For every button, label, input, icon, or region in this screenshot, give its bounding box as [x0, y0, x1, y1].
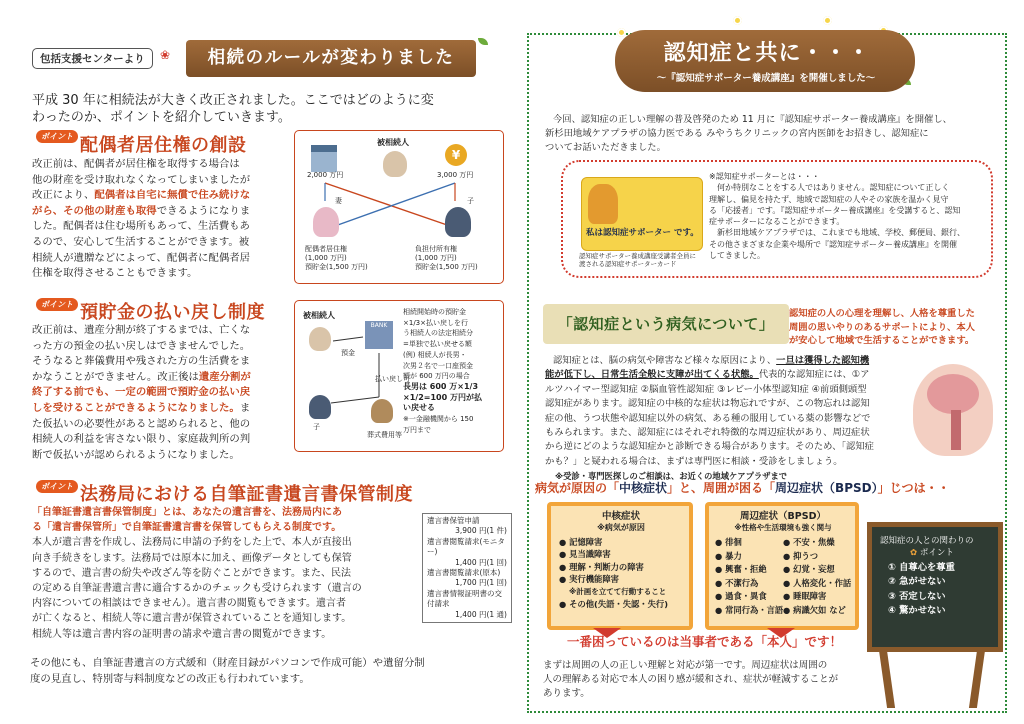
s3-body: 「自筆証書遺言書保管制度」とは、あなたの遺言書を、法務局内にあ る「遺言書保管所」で自筆証書遺言書を保管してもらえる制度です。 本人が遺言書を作成し、法務局に申請の予約をした上で、本人が直接出 向き手続きをします。法務局では原本に加え、画像データとしても保管 するので、遺言書の紛失や改ざん等を防ぐことができます。また、民法 の定める自筆証書遺言書に適合するかのチェックも受けられます（遺言の 内容についての相談はできません）。遺言書の閲覧もできます。遺言者 が亡くなると、相続人等に遺言書が保管されていることを通知します。 相続人等は遺言書内容の証明書の請求や遺言書の閲覧ができます。 [32, 507, 362, 640]
card-title: 私は認知症サポーター です。 [586, 228, 699, 238]
left-title: 相続のルールが変わりました [186, 40, 476, 77]
fee-item: 遺言書情報証明書の交付請求 1,400 円(1 通) [427, 588, 507, 619]
left-intro: 平成 30 年に相続法が大きく改正されました。ここではどのように変 わったのか、ポイントを紹介していきます。 [32, 93, 434, 125]
green-note: 認知症の人の心理を理解し、人格を尊重した 周囲の思いやりのあるサポートにより、本人 が安心して地域で生活することができます。 [789, 308, 975, 346]
easel-legs [969, 650, 985, 708]
right-subtitle: ～『認知症サポーター養成講座』を開催しました～ [656, 73, 876, 84]
priest-icon [371, 399, 393, 423]
bpsd-col2: ● 不安・焦燥 ● 抑うつ ● 幻覚・妄想 ● 人格変化・作話 ● 睡眠障害 ● 病識欠如 など [783, 537, 852, 615]
point-badge: ポイント [36, 480, 78, 493]
chalk-list: ① 自尊心を尊重 ② 急がせない ③ 否定しない ④ 驚かせない [888, 562, 955, 617]
s1-diagram [294, 130, 504, 284]
funeral-label: 葬式費用等 [367, 431, 402, 439]
money-value: 3,000 万円 [437, 171, 474, 179]
disease-title: 「認知症という病気について」 [543, 304, 789, 344]
s2-body: 改正前は、遺産分割が終了するまでは、亡くな った方の預金の払い戻しはできませんでした。 そうなると葬儀費用や残された方の生活費をま かなうことができません。改正後は遺産分割が 終了する前でも、一定の範囲で預貯金の払い戻 しを受けることができるようになりました。ま た仮払いの必要性があると認められると、他の 相続人の利益を害さない限り、家庭裁判所の判 断で仮払いが認められるようになりました。 [32, 324, 251, 461]
wife-label: 妻 [335, 197, 342, 205]
s2-diagram [294, 300, 504, 452]
right-title: 認知症と共に・・・ [663, 41, 871, 66]
right-page [527, 0, 1007, 724]
flower-icon [733, 16, 742, 25]
center-tag: 包括支援センターより [32, 48, 153, 69]
leaf-icon [478, 38, 488, 45]
bpsd-title: 周辺症状（BPSD） [740, 511, 826, 522]
fee-item: 遺言書保管申請 3,900 円(1 件) [427, 516, 507, 536]
left-closing: その他にも、自筆証書遺言の方式緩和（財産目録がパソコンで作成可能）や遺留分制 度の見直し、特別寄与料制度などの改正も行われています。 [30, 657, 425, 685]
s1-body: 改正前は、配偶者が居住権を取得する場合は 他の財産を受け取れなくなってしまいましたが 改正により、配偶者は自宅に無償で住み続けな がら、その他の財産も取得できるようになりま した。配偶者は住む場所もあって、生活費もあ るので、安心して生活することができます。被 相続人が遺贈などによって、配偶者に配偶者居 住権を取得させることもできます。 [32, 158, 251, 280]
chalkboard [867, 522, 1003, 652]
victim-label: 被相続人 [377, 138, 409, 147]
s2-heading: 預貯金の払い戻し制度 [80, 302, 265, 323]
fee-item: 遺言書閲覧請求(原本) 1,700 円(1 回) [427, 568, 507, 588]
house-value: 2,000 万円 [307, 171, 344, 179]
point-badge: ポイント [36, 298, 78, 311]
rose-icon: ❀ [160, 48, 171, 62]
core-box [547, 502, 693, 630]
easel-legs [879, 650, 895, 708]
flower-icon [617, 28, 626, 37]
refund-label: 払い戻し可 [375, 375, 410, 383]
brain-icon [913, 364, 993, 456]
son-icon [445, 207, 471, 237]
s1-heading: 配偶者居住権の創設 [80, 135, 247, 156]
core-sub: ※病気が原因 [597, 523, 645, 532]
son-icon [309, 395, 331, 419]
bpsd-col1: ● 徘徊 ● 暴力 ● 興奮・拒絶 ● 不潔行為 ● 過食・異食 ● 常同行為・言語 [715, 537, 784, 615]
right-closing: まずは周囲の人の正しい理解と対応が第一です。周辺症状は周囲の 人の理解ある対応で本人の困り感が緩和され、症状が軽減することが あります。 [543, 660, 839, 699]
fee-item: 遺言書閲覧請求(モニター) 1,400 円(1 回) [427, 536, 507, 567]
child-label: 子 [313, 423, 320, 431]
s3-heading: 法務局における自筆証書遺言書保管制度 [80, 484, 413, 505]
right-caption: 負担付所有権 (1,000 万円) 預貯金(1,500 万円) [415, 245, 478, 271]
rabbit-icon [588, 184, 618, 224]
supporter-card [581, 177, 703, 251]
wife-icon [313, 207, 339, 237]
point-badge: ポイント [36, 130, 78, 143]
victim-label: 被相続人 [303, 311, 335, 320]
flower-icon [823, 16, 832, 25]
main-banner: 一番困っているのは当事者である「本人」です！ [567, 634, 843, 649]
deposit-label: 預金 [341, 349, 355, 357]
core-list: ● 記憶障害 ● 見当識障害 ● 理解・判断力の障害 ● 実行機能障害 ※計画を立てて行動すること ● その他(失語・失認・失行) [559, 537, 668, 610]
fee-table [422, 513, 512, 623]
chalk-sub: ✿ ポイント [910, 548, 954, 558]
core-title: 中核症状 [601, 511, 640, 522]
bpsd-sub: ※性格や生活環境も強く関与 [734, 523, 832, 532]
right-intro: 今回、認知症の正しい理解の普及啓発のため 11 月に『認知症サポーター養成講座』を開催し、 新杉田地域ケアプラザの協力医である みやうちクリニックの宮内医師をお招きし、認知症に ついてお話いただきました。 [545, 114, 952, 154]
child-label: 子 [467, 197, 474, 205]
bpsd-box [705, 502, 859, 630]
supporter-text: ※認知症サポーターとは・・・ 何か特別なことをする人ではありません。認知症について正しく 理解し、偏見を持たず、地域で認知症の人やその家族を温かく見守 る「応援者」です。『認知症サポーター養成講座』を受講すると、認知 症サポーターになることができます。 新杉田地域ケアプラザでは、これまでも地域、学校、郵便局、銀行、 その他さまざまな企業や場所で『認知症サポーター養成講座』を開催 してきました。 [709, 172, 965, 261]
chalk-title: 認知症の人との関わりの [880, 536, 974, 546]
card-caption: 認知症サポーター養成講座受講者全員に 渡される認知症サポーターカード [579, 252, 696, 268]
bank-icon: BANK [365, 321, 393, 349]
disease-body: 認知症とは、脳の病気や障害など様々な原因により、一旦は獲得した認知機 能が低下し、日常生活全般に支障が出てくる状態。代表的な認知症には、①ア ルツハイマー型認知症 ②脳血管性認知症 ③レビー小体型認知症 ④前頭側頭型 認知症があります。認知症の中核的な症状は物忘れですが、この物忘れは認知 症の他、うつ状態や認知症以外の病気、ある種の服用している薬の影響などで もみられます。また、認知症にはそれぞれ特徴的な周辺症状があり、周辺症状 から逆にどのような認知症かと診断できる場合があります。そのため、「認知症 かも？」と疑われる場合は、まずは専門医に相談・受診をしましょう。 ※受診・専門医探しのご相談は、お近くの地域ケアプラザまで [545, 355, 874, 482]
left-caption: 配偶者居住権 (1,000 万円) 預貯金(1,500 万円) [305, 245, 368, 271]
s2-note: 相続開始時の預貯金 ×1/3×払い戻しを行 う相続人の法定相続分 =単独で払い戻せる額 (例) 相続人が長男・ 次男２名で一口座預金 額が 600 万円の場合 長男は 600 万×1/3 ×1/2=100 万円が払 い戻せる ※一金融機関から 150 万円まで [403, 308, 482, 434]
symptom-title: 病気が原因の「中核症状」と、周囲が困る「周辺症状（BPSD）」じつは・・ [535, 481, 950, 495]
yen-icon: ¥ [445, 144, 467, 166]
